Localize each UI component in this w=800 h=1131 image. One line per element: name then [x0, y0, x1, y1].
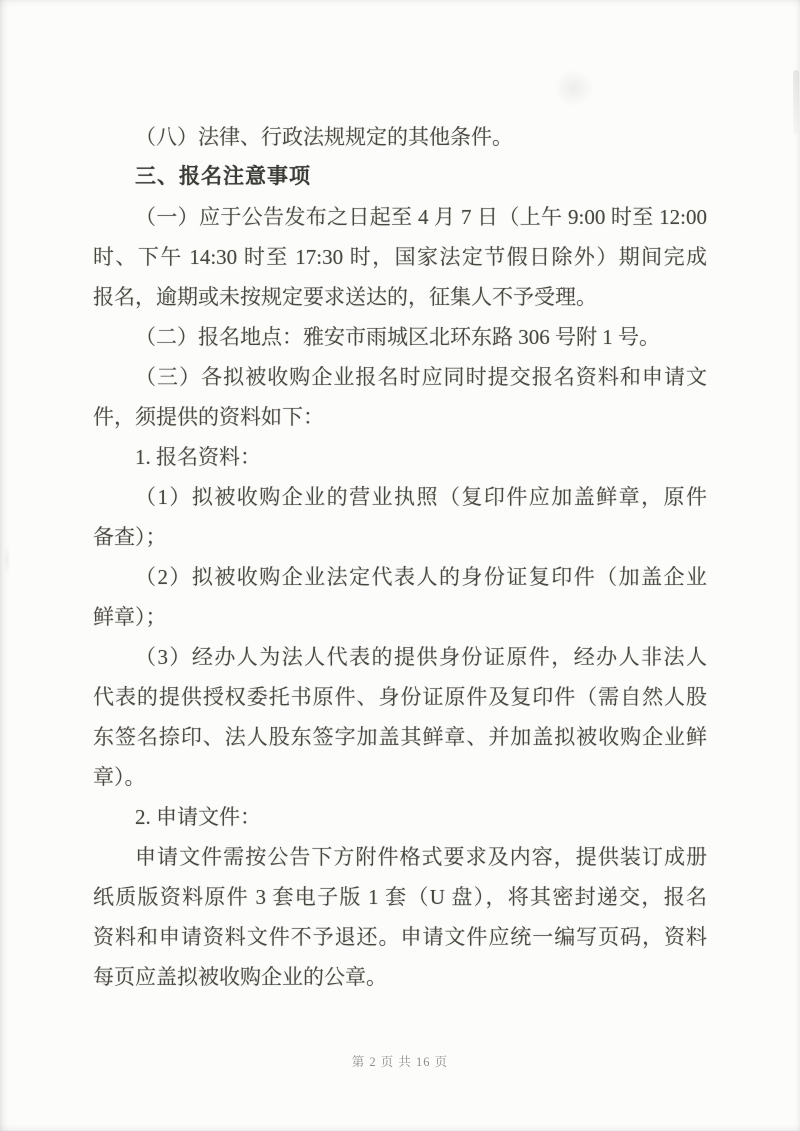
text-line: （二）报名地点：雅安市雨城区北环东路 306 号附 1 号。 [135, 325, 660, 349]
paragraph [93, 317, 707, 357]
paragraph [93, 797, 707, 837]
text-line: 每页应盖拟被收购企业的公章。 [93, 965, 387, 989]
text-line: 报名，逾期或未按规定要求送达的，征集人不予受理。 [93, 285, 597, 309]
paragraph [93, 357, 707, 437]
text-line: （1）拟被收购企业的营业执照（复印件应加盖鲜章，原件 [135, 485, 707, 509]
text-line: 2. 申请文件： [135, 805, 261, 829]
text-line: 件，须提供的资料如下： [93, 405, 324, 429]
section-heading [93, 157, 707, 197]
paragraph [93, 117, 707, 157]
text-line: （3）经办人为法人代表的提供身份证原件，经办人非法人 [135, 645, 707, 669]
text-line: 代表的提供授权委托书原件、身份证原件及复印件（需自然人股 [93, 685, 707, 709]
document-body [93, 117, 707, 997]
text-line: 1. 报名资料： [135, 445, 261, 469]
paragraph [93, 557, 707, 637]
scan-smudge [546, 62, 602, 114]
scan-smudge [2, 540, 12, 580]
paragraph [93, 477, 707, 557]
text-line: 资料和申请资料文件不予退还。申请文件应统一编写页码，资料 [93, 925, 707, 949]
text-line: （2）拟被收购企业法定代表人的身份证复印件（加盖企业 [135, 565, 707, 589]
paragraph [93, 197, 707, 317]
text-line: 申请文件需按公告下方附件格式要求及内容，提供装订成册 [135, 845, 707, 869]
page-footer [0, 1052, 800, 1070]
text-line: 纸质版资料原件 3 套电子版 1 套（U 盘），将其密封递交，报名 [93, 885, 707, 909]
text-line: 备查）； [93, 525, 167, 549]
paragraph [93, 837, 707, 997]
text-line: 时、下午 14:30 时至 17:30 时，国家法定节假日除外）期间完成 [93, 245, 707, 269]
paragraph [93, 637, 707, 797]
scan-edge-mark [793, 70, 799, 134]
text-line: （八）法律、行政法规规定的其他条件。 [135, 125, 513, 149]
page-number-label: 第 2 页 共 16 页 [351, 1055, 449, 1069]
text-line: 章）。 [93, 765, 146, 789]
text-line: （三）各拟被收购企业报名时应同时提交报名资料和申请文 [135, 365, 707, 389]
text-line: 三、报名注意事项 [135, 165, 311, 188]
text-line: （一）应于公告发布之日起至 4 月 7 日（上午 9:00 时至 12:00 [135, 205, 707, 229]
text-line: 鲜章）； [93, 605, 167, 629]
text-line: 东签名捺印、法人股东签字加盖其鲜章、并加盖拟被收购企业鲜 [93, 725, 707, 749]
paragraph [93, 437, 707, 477]
